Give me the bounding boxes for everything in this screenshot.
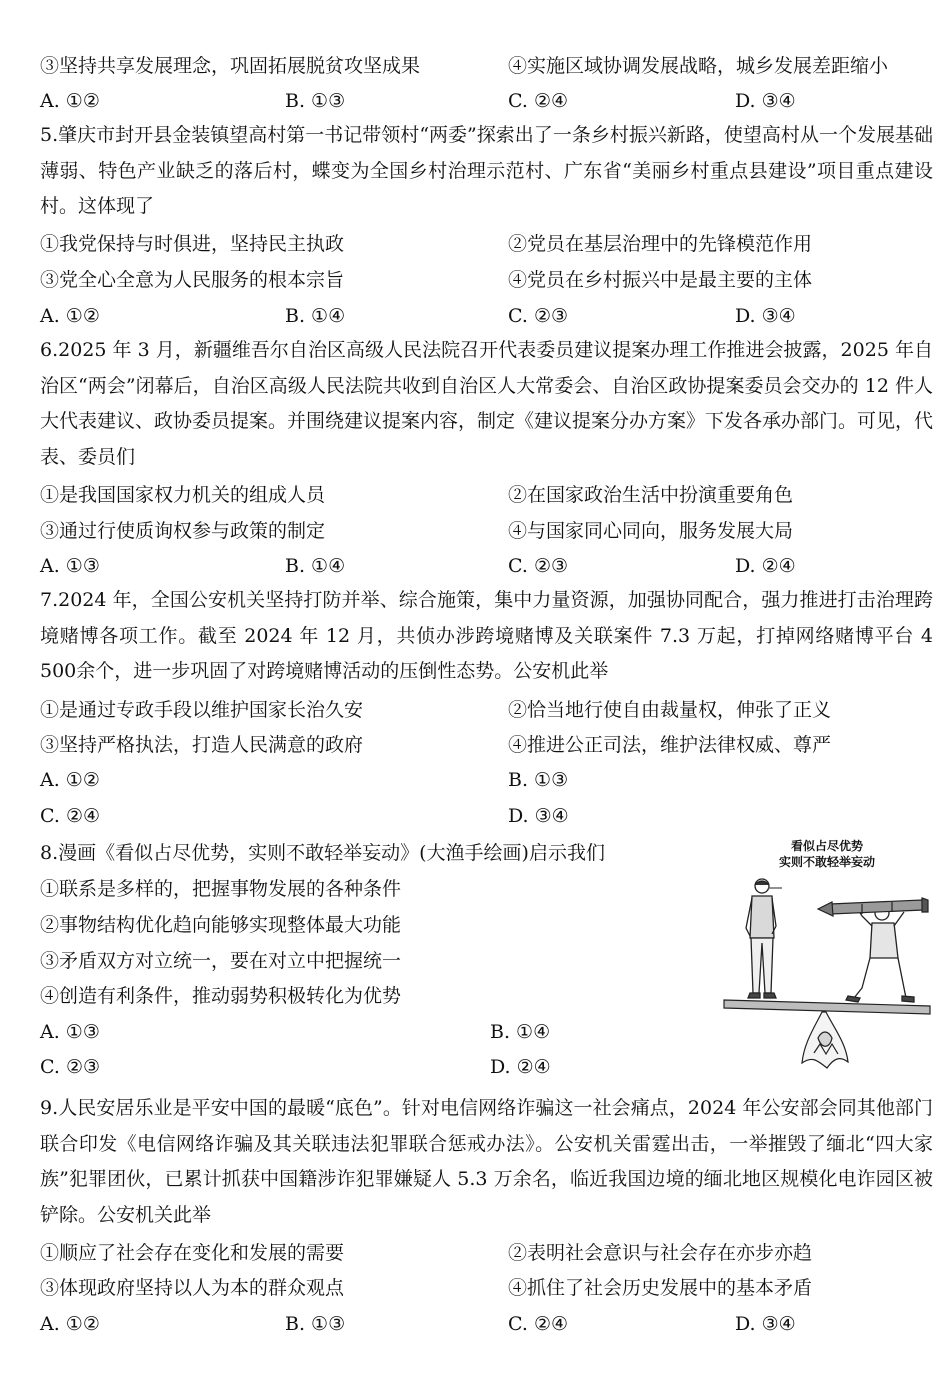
q8-answer-a: A. ①③ bbox=[40, 1021, 100, 1043]
q6-option-2: ②在国家政治生活中扮演重要角色 bbox=[508, 484, 794, 506]
q9-answer-d: D. ③④ bbox=[735, 1313, 796, 1335]
q6-option-3: ③通过行使质询权参与政策的制定 bbox=[40, 520, 326, 542]
q5-answer-a: A. ①② bbox=[40, 305, 100, 327]
q4-answer-a: A. ①② bbox=[40, 90, 100, 112]
q5-option-2: ②党员在基层治理中的先锋模范作用 bbox=[508, 233, 813, 255]
q7-option-1: ①是通过专政手段以维护国家长治久安 bbox=[40, 699, 364, 721]
q9-answer-c: C. ②④ bbox=[508, 1313, 569, 1335]
q7-option-3: ③坚持严格执法，打造人民满意的政府 bbox=[40, 734, 364, 756]
q4-answer-c: C. ②④ bbox=[508, 90, 569, 112]
q9-option-3: ③体现政府坚持以人为本的群众观点 bbox=[40, 1277, 345, 1299]
cartoon-caption-line-2: 实则不敢轻举妄动 bbox=[778, 855, 875, 869]
q7-answer-b: B. ①③ bbox=[508, 769, 569, 791]
fulcrum-flame bbox=[802, 1012, 848, 1068]
q9-option-2: ②表明社会意识与社会存在亦步亦趋 bbox=[508, 1242, 813, 1264]
q6-answer-c: C. ②③ bbox=[508, 555, 569, 577]
q6-answer-d: D. ②④ bbox=[735, 555, 796, 577]
q6-answer-b: B. ①④ bbox=[285, 555, 346, 577]
q8-option-4: ④创造有利条件，推动弱势积极转化为优势 bbox=[40, 985, 402, 1007]
cartoon-illustration bbox=[722, 838, 932, 1078]
q5-answer-c: C. ②③ bbox=[508, 305, 569, 327]
q7-option-2: ②恰当地行使自由裁量权，伸张了正义 bbox=[508, 699, 832, 721]
cartoon-drawing bbox=[722, 838, 932, 1078]
cartoon-caption-line-1: 看似占尽优势 bbox=[790, 839, 863, 853]
q8-option-1: ①联系是多样的，把握事物发展的各种条件 bbox=[40, 878, 402, 900]
q4-answer-b: B. ①③ bbox=[285, 90, 346, 112]
q7-answer-a: A. ①② bbox=[40, 769, 100, 791]
q5-option-3: ③党全心全意为人民服务的根本宗旨 bbox=[40, 269, 345, 291]
standing-man bbox=[746, 879, 782, 998]
q5-answer-d: D. ③④ bbox=[735, 305, 796, 327]
q7-stem: 7.2024 年，全国公安机关坚持打防并举、综合施策，集中力量资源，加强协同配合，强力推进打击治理跨境赌博各项工作。截至 2024 年 12 月，共侦办涉跨境赌博及关联案件 7.3 万起，打掉网络赌博平台 4 500余个，进一步巩固了对跨境赌博活动的压倒性态势。公安机此举 bbox=[40, 589, 933, 682]
q9-answer-b: B. ①③ bbox=[285, 1313, 346, 1335]
q9-stem: 9.人民安居乐业是平安中国的最暖“底色”。针对电信网络诈骗这一社会痛点，2024 年公安部会同其他部门联合印发《电信网络诈骗及其关联违法犯罪联合惩戒办法》。公安机关雷霆出击，一举摧毁了缅北“四大家族”犯罪团伙，已累计抓获中国籍涉诈犯罪嫌疑人 5.3 万余名，临近我国边境的缅北地区规模化电诈园区被铲除。公安机关此举 bbox=[40, 1097, 933, 1226]
q5-stem: 5.肇庆市封开县金装镇望高村第一书记带领村“两委”探索出了一条乡村振兴新路，使望高村从一个发展基础薄弱、特色产业缺乏的落后村，蝶变为全国乡村治理示范村、广东省“美丽乡村重点县建设”项目重点建设村。这体现了 bbox=[40, 124, 933, 217]
q4-option-3: ③坚持共享发展理念，巩固拓展脱贫攻坚成果 bbox=[40, 55, 421, 77]
q4-option-4: ④实施区域协调发展战略，城乡发展差距缩小 bbox=[508, 55, 889, 77]
q6-stem: 6.2025 年 3 月，新疆维吾尔自治区高级人民法院召开代表委员建议提案办理工作推进会披露，2025 年自治区“两会”闭幕后，自治区高级人民法院共收到自治区人大常委会、自治区政协提案委员会交办的 12 件人大代表建议、政协委员提案。并围绕建议提案内容，制定《建议提案分办方案》下发各承办部门。可见，代表、委员们 bbox=[40, 339, 934, 468]
seesaw-plank bbox=[724, 1000, 930, 1014]
q7-answer-d: D. ③④ bbox=[508, 805, 569, 827]
q9-answer-a: A. ①② bbox=[40, 1313, 100, 1335]
q8-answer-b: B. ①④ bbox=[490, 1021, 551, 1043]
q9-option-4: ④抓住了社会历史发展中的基本矛盾 bbox=[508, 1277, 813, 1299]
q8-answer-d: D. ②④ bbox=[490, 1056, 551, 1078]
q8-answer-c: C. ②③ bbox=[40, 1056, 101, 1078]
q7-option-4: ④推进公正司法，维护法律权威、尊严 bbox=[508, 734, 832, 756]
rocket-man bbox=[846, 906, 914, 1002]
q5-answer-b: B. ①④ bbox=[285, 305, 346, 327]
q6-answer-a: A. ①③ bbox=[40, 555, 100, 577]
q6-option-4: ④与国家同心同向，服务发展大局 bbox=[508, 520, 794, 542]
q9-option-1: ①顺应了社会存在变化和发展的需要 bbox=[40, 1242, 345, 1264]
q8-option-3: ③矛盾双方对立统一，要在对立中把握统一 bbox=[40, 950, 402, 972]
q6-option-1: ①是我国国家权力机关的组成人员 bbox=[40, 484, 326, 506]
q5-option-1: ①我党保持与时俱进，坚持民主执政 bbox=[40, 233, 345, 255]
q5-option-4: ④党员在乡村振兴中是最主要的主体 bbox=[508, 269, 813, 291]
rocket-launcher bbox=[818, 898, 928, 916]
q8-stem: 8.漫画《看似占尽优势，实则不敢轻举妄动》(大渔手绘画)启示我们 bbox=[40, 842, 605, 864]
q4-answer-d: D. ③④ bbox=[735, 90, 796, 112]
q8-option-2: ②事物结构优化趋向能够实现整体最大功能 bbox=[40, 914, 402, 936]
q7-answer-c: C. ②④ bbox=[40, 805, 101, 827]
